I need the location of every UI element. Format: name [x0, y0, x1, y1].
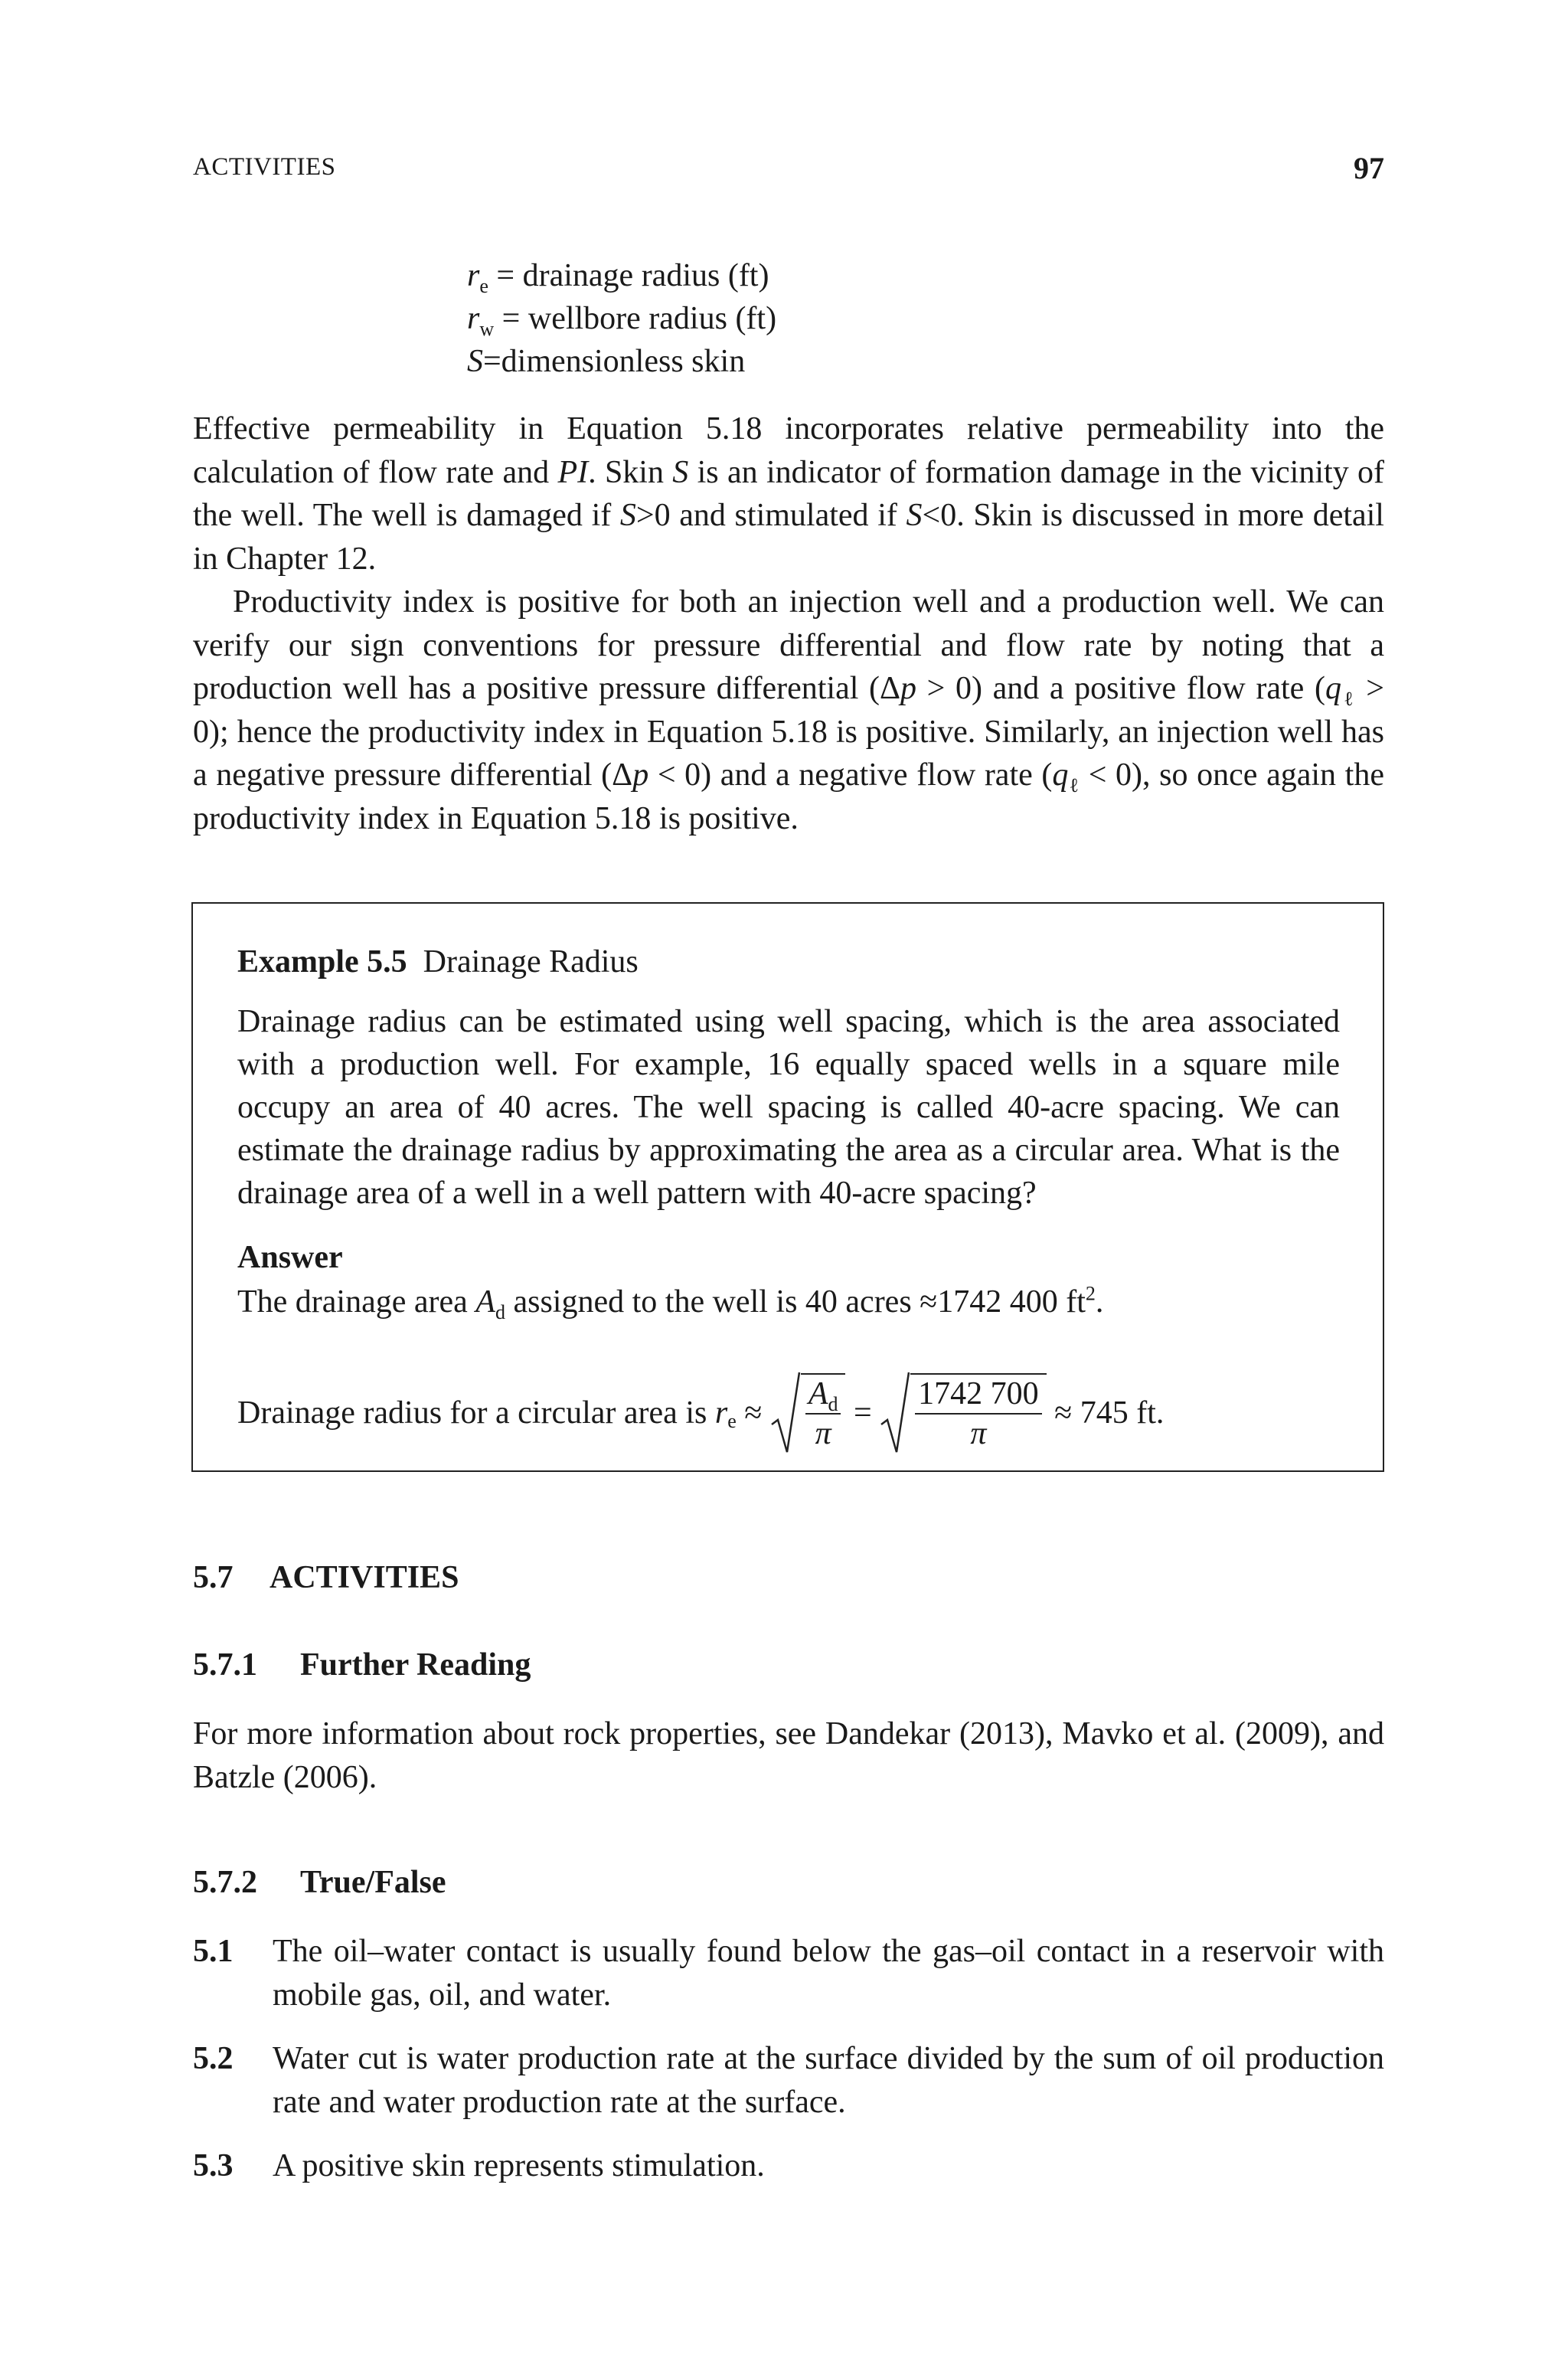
sqrt-fraction-ad-over-pi: $\frac{A_d}{\pi}$	[770, 1371, 846, 1455]
question-item: 5.2 Water cut is water production rate at the surface divided by the sum of oil production rate and water production rate at the surface.	[193, 2041, 1384, 2120]
radius-equation: Drainage radius for a circular area is $r_e$ ≈ $\frac{A_d}{\pi}$ = $\frac{1742 700}{\pi}$ ≈ 745 ft.	[237, 1371, 1164, 1463]
example-box	[191, 902, 1384, 1472]
paragraph-further-reading: For more information about rock properties, see Dandekar (2013), Mavko et al. (2009), and Batzle (2006).	[193, 1716, 1384, 1795]
paragraph-effective-permeability: Effective permeability in Equation 5.18 incorporates relative permeability into the calculation of flow rate and PI. Skin S is an indicator of formation damage in the vicinity of the well. The well is damaged if S>0 and stimulated if S<0. Skin is discussed in more detail in Chapter 12.	[193, 411, 1385, 577]
sqrt-symbol	[770, 1371, 801, 1455]
definition-re: $r_e$ = drainage radius (ft)	[467, 258, 769, 298]
answer-heading: Answer	[237, 1240, 343, 1275]
page-number: 97	[1354, 151, 1384, 185]
sqrt-fraction-value-over-pi: $\frac{1742 700}{\pi}$	[880, 1371, 1047, 1455]
sqrt-symbol	[880, 1371, 910, 1455]
section-heading-activities: 5.7 ACTIVITIES	[193, 1560, 459, 1595]
subsection-heading-true-false: 5.7.2 True/False	[193, 1865, 446, 1900]
running-head: ACTIVITIES	[193, 153, 336, 181]
example-title: Example 5.5 Drainage Radius	[237, 944, 639, 980]
definition-s: S=dimensionless skin	[467, 344, 746, 379]
definitions-list	[467, 254, 776, 383]
question-item: 5.3 A positive skin represents stimulation.	[193, 2148, 765, 2183]
example-body: Drainage radius can be estimated using well spacing, which is the area associated with a production well. For example, 16 equally spaced wells in a square mile occupy an area of 40 acres. The well spacing is called 40-acre spacing. We can estimate the drainage radius by approximating the area as a circular area. What is the drainage area of a well in a well pattern with 40-acre spacing?	[237, 1004, 1340, 1211]
paragraph-productivity-index: Productivity index is positive for both an injection well and a production well. We can verify our sign conventions for pressure differential and flow rate by noting that a production well has a positive pressure differential (Δp > 0) and a positive flow rate $(q_\ell > 0)$; hence the productivity index in Equation 5.18 is positive. Similarly, an injection well has a negative pressure differential (Δp < 0) and a negative flow rate $(q_\ell < 0)$, so once again the productivity index in Equation 5.18 is positive.	[193, 584, 1384, 836]
subsection-heading-further-reading: 5.7.1 Further Reading	[193, 1647, 531, 1683]
answer-area-line: The drainage area $A_d$ assigned to the well is 40 acres ≈1742 400 $ft^2$.	[237, 1282, 1104, 1324]
question-item: 5.1 The oil–water contact is usually found below the gas–oil contact in a reservoir with mobile gas, oil, and water.	[193, 1934, 1384, 2013]
definition-rw: $r_w$ = wellbore radius (ft)	[467, 301, 777, 341]
